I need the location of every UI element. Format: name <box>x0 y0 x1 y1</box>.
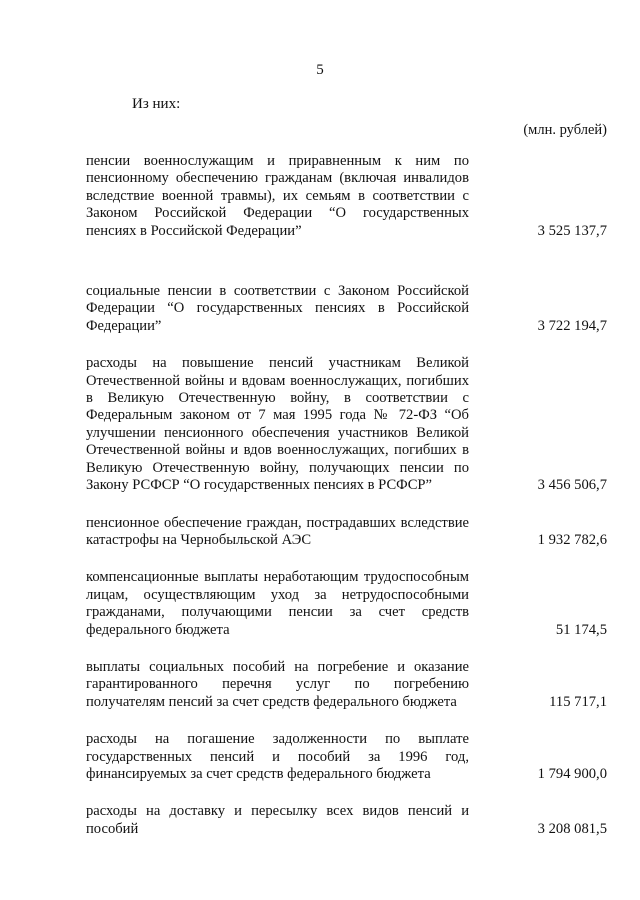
expense-item <box>86 731 607 783</box>
expense-item <box>86 283 607 335</box>
expense-item-amount: 3 525 137,7 <box>537 222 607 239</box>
intro-label: Из них: <box>132 96 181 112</box>
expense-item <box>86 355 607 494</box>
expense-item-amount: 1 932 782,6 <box>537 531 607 548</box>
expense-item-amount: 3 722 194,7 <box>537 317 607 334</box>
expense-item-text: расходы на погашение задолженности по выплате государственных пенсий и пособий за 1996 год, финансируемых за счет средств федерального бюджета <box>86 731 469 782</box>
expense-item <box>86 515 607 550</box>
expense-item-text: пенсионное обеспечение граждан, пострадавших вследствие катастрофы на Чернобыльской АЭС <box>86 514 469 548</box>
expense-item-amount: 3 208 081,5 <box>537 820 607 837</box>
expense-item-amount: 51 174,5 <box>555 621 607 638</box>
expense-item-amount: 1 794 900,0 <box>537 765 607 782</box>
expense-item-text: компенсационные выплаты неработающим трудоспособным лицам, осуществляющим уход за нетрудоспособными гражданами, получающими пенсии за счет средств федерального бюджета <box>86 569 469 638</box>
expense-item <box>86 803 607 838</box>
expense-item <box>86 153 607 240</box>
page-number: 5 <box>316 62 324 78</box>
expense-item-text: социальные пенсии в соответствии с Законом Российской Федерации “О государственных пенсиях в Российской Федерации” <box>86 283 469 334</box>
expense-item-text: выплаты социальных пособий на погребение и оказание гарантированного перечня услуг по погребению получателям пенсий за счет средств федерального бюджета <box>86 658 469 710</box>
expense-item-list <box>86 153 607 838</box>
expense-item-text: расходы на повышение пенсий участникам Великой Отечественной войны и вдовам военнослужащих, погибших в Великую Отечественную войну, в соответствии с Федеральным законом от 7 мая 1995 года № 72-ФЗ “Об улучшении пенсионного обеспечения участников Великой Отечественной войны и вдов военнослужащих, погибших в Великую Отечественную войну, получающих пенсии по Закону РСФСР “О государственных пенсиях в РСФСР” <box>86 355 469 494</box>
expense-item <box>86 569 607 639</box>
expense-item <box>86 659 607 711</box>
units-label: (млн. рублей) <box>523 122 607 138</box>
expense-item-text: расходы на доставку и пересылку всех видов пенсий и пособий <box>86 803 469 837</box>
expense-item-text: пенсии военнослужащим и приравненным к ним по пенсионному обеспечению гражданам (включая инвалидов вследствие военной травмы), их семьям в соответствии с Законом Российской Федерации “О государственных пенсиях в Российской Федерации” <box>86 153 469 239</box>
expense-item-amount: 3 456 506,7 <box>537 477 607 494</box>
expense-item-amount: 115 717,1 <box>549 693 607 710</box>
